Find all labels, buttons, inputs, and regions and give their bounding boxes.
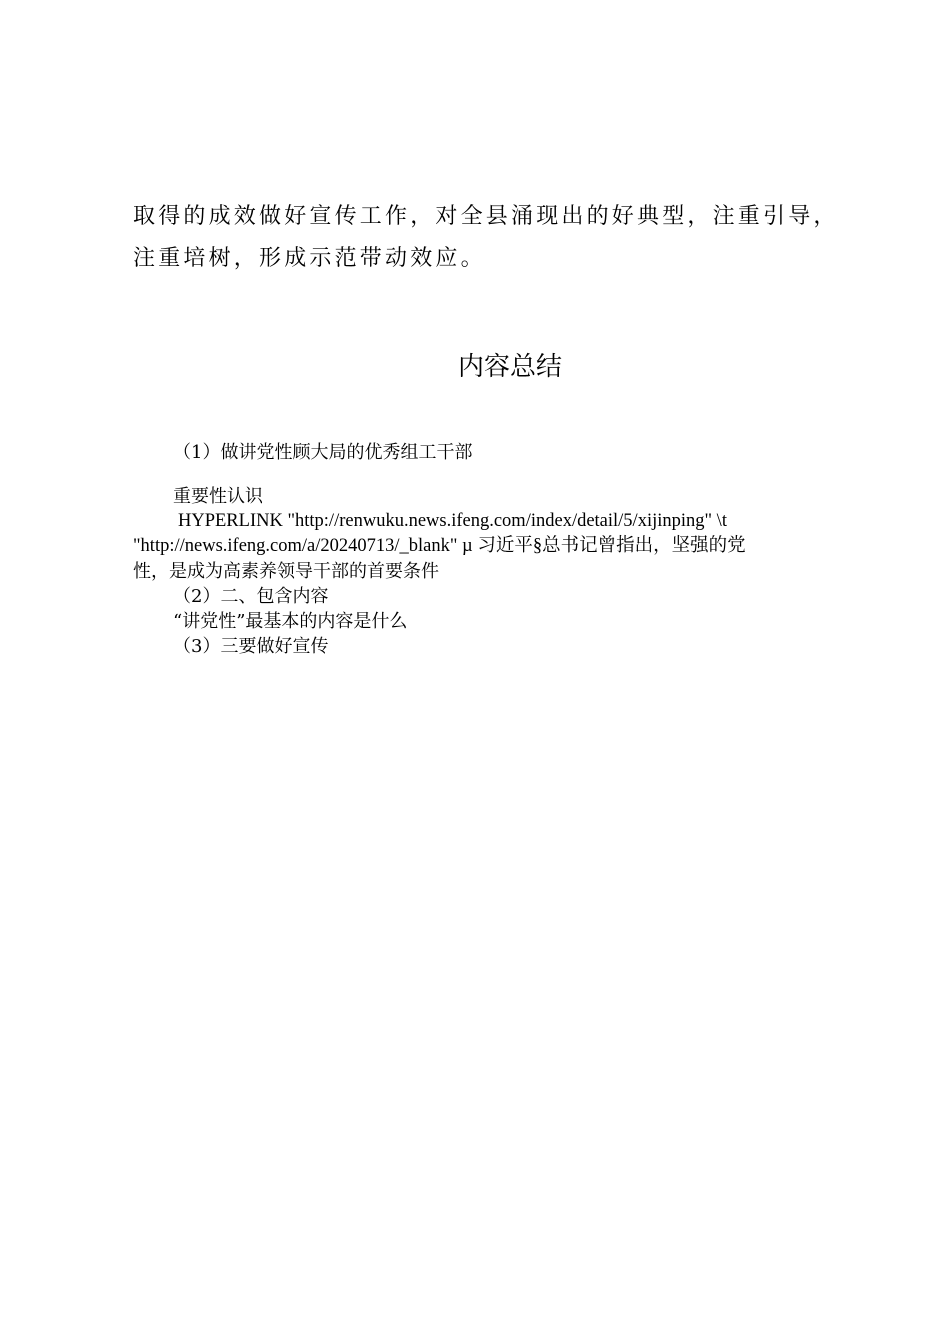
summary-item-2: （2）二、包含内容	[173, 586, 329, 607]
body-paragraph: 取得的成效做好宣传工作，对全县涌现出的好典型，注重引导，注重培树，形成示范带动效应。	[133, 204, 839, 271]
hyperlink-text-line-3: 性，是成为高素养领导干部的首要条件	[133, 561, 439, 582]
summary-item-1-heading: 重要性认识	[173, 486, 263, 507]
summary-section	[133, 440, 833, 659]
summary-item-3: （3）三要做好宣传	[173, 636, 329, 657]
summary-item-1: （1）做讲党性顾大局的优秀组工干部	[173, 442, 473, 463]
hyperlink-field-code-line-1: HYPERLINK "http://renwuku.news.ifeng.com/index/detail/5/xijinping" \t	[178, 511, 727, 531]
hyperlink-field-code-line-2: "http://news.ifeng.com/a/20240713/_blank" µ 习近平§总书记曾指出，坚强的党	[133, 536, 746, 556]
summary-title: 内容总结	[457, 352, 562, 382]
summary-item-2-text: “讲党性”最基本的内容是什么	[173, 611, 408, 632]
